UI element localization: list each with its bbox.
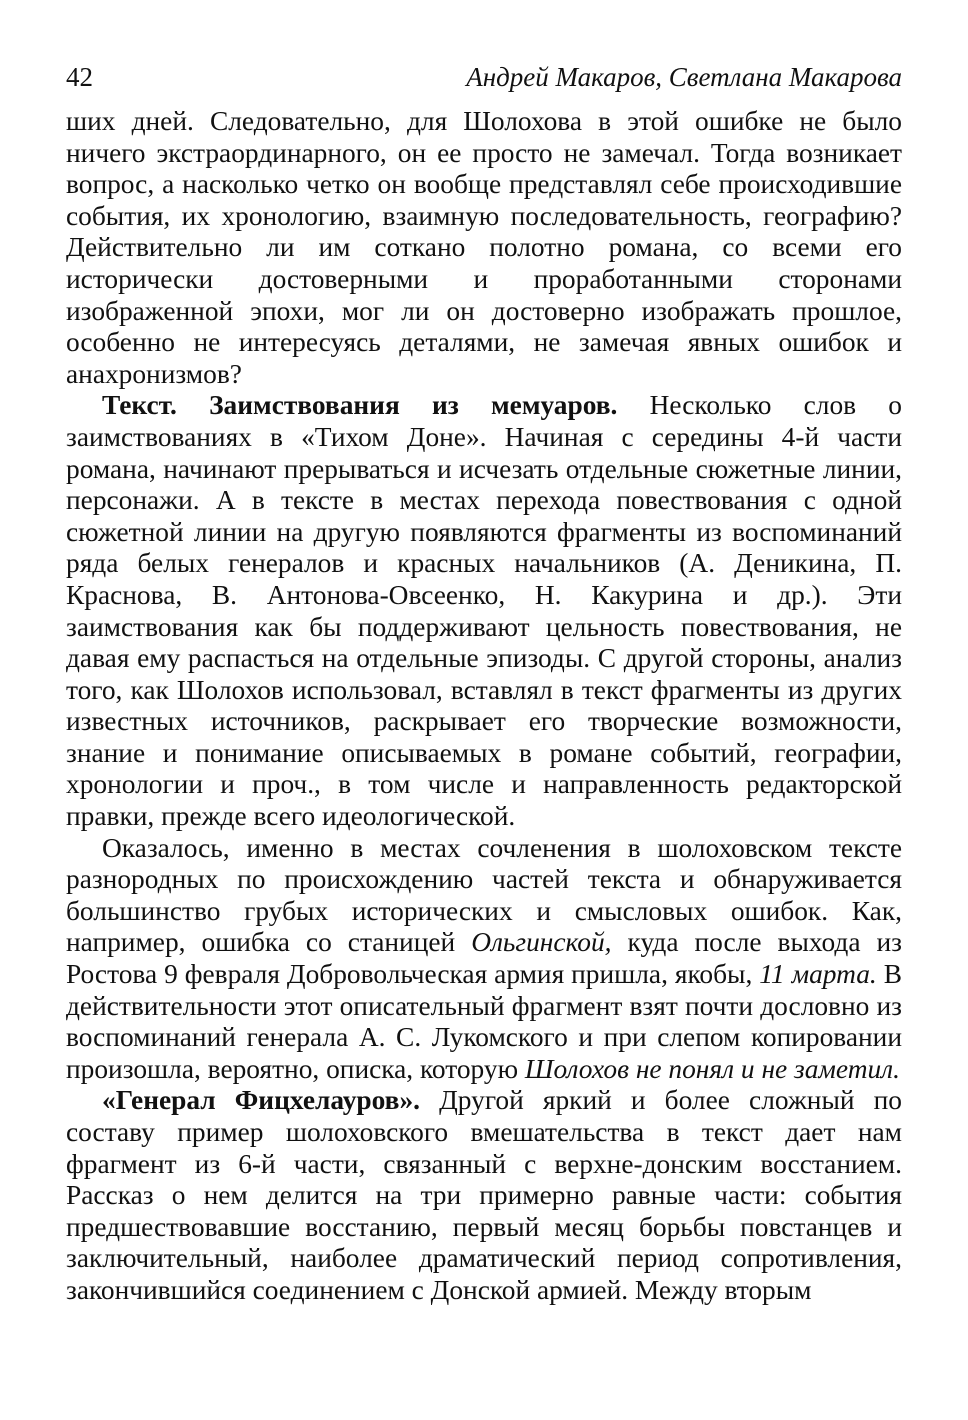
paragraph-3-italic-c: Шолохов не понял и не заметил.: [524, 1053, 900, 1084]
paragraph-3-italic-a: Ольгинской,: [471, 927, 612, 958]
page-header: [66, 60, 902, 94]
running-title: Андрей Макаров, Светлана Макарова: [466, 62, 902, 92]
paragraph-3-text-c: В действительности этот описательный фрагмент взят почти дословно из воспоминаний генерала А. С. Лукомского и при слепом копировании произошла, вероятно, описка, которую: [66, 959, 903, 1084]
paragraph-1-text: ших дней. Следовательно, для Шолохова в этой ошибке не было ничего экстраординарного, он ее просто не замечал. Тогда возникает вопрос, а насколько четко он вообще представлял себе происходившие события, их хронологию, взаимную последовательность, географию? Действительно ли им соткано полотно романа, со всеми его исторически достоверными и проработанными сторонами изображенной эпохи, мог ли он достоверно изображать прошлое, особенно не интересуясь деталями, не замечая явных ошибок и анахронизмов?: [66, 106, 902, 389]
section-heading-borrowings: Текст. Заимствования из мемуаров.: [102, 390, 618, 421]
page-number: 42: [66, 62, 93, 92]
body-text: [66, 106, 902, 1307]
section-heading-general: «Генерал Фицхелауров».: [102, 1085, 420, 1116]
book-page: [66, 60, 902, 1307]
paragraph-4: [66, 1085, 902, 1306]
paragraph-3-text-a: Оказалось, именно в местах сочленения в шолоховском тексте разнородных по происхождению частей текста и обнаруживается большинство грубых исторических и смысловых ошибок. Как, например, ошибка со станицей: [66, 832, 902, 958]
paragraph-4-text: Другой яркий и более сложный по составу пример шолоховского вмешательства в текст дает нам фрагмент из 6-й части, связанный с верхне-донским восстанием. Рассказ о нем делится на три примерно равные части: события предшествовавшие восстанию, первый месяц борьбы повстанцев и заключительный, наиболее драматический период сопротивления, закончившийся соединением с Донской армией. Между вторым: [66, 1085, 902, 1305]
paragraph-1: [66, 106, 902, 390]
paragraph-3-text-b: куда после выхода из Ростова 9 февраля Добровольческая армия пришла, якобы,: [66, 927, 902, 990]
paragraph-2-text: Несколько слов о заимствованиях в «Тихом Доне». Начиная с середины 4-й части романа, начинают прерываться и исчезать отдельные сюжетные линии, персонажи. А в тексте в местах перехода повествования с одной сюжетной линии на другую появляются фрагменты из воспоминаний ряда белых генералов и красных начальников (А. Деникина, П. Краснова, В. Антонова-Овсеенко, Н. Какурина и др.). Эти заимствования как бы поддерживают цельность повествования, не давая ему распасться на отдельные эпизоды. С другой стороны, анализ того, как Шолохов использовал, вставлял в текст фрагменты из других известных источников, раскрывает его творческие возможности, знание и понимание описываемых в романе событий, географии, хронологии и проч., в том числе и направленность редакторской правки, прежде всего идеологической.: [66, 390, 902, 832]
paragraph-3: [66, 833, 902, 1086]
paragraph-3-italic-b: 11 марта.: [759, 959, 877, 990]
paragraph-2: [66, 390, 902, 832]
